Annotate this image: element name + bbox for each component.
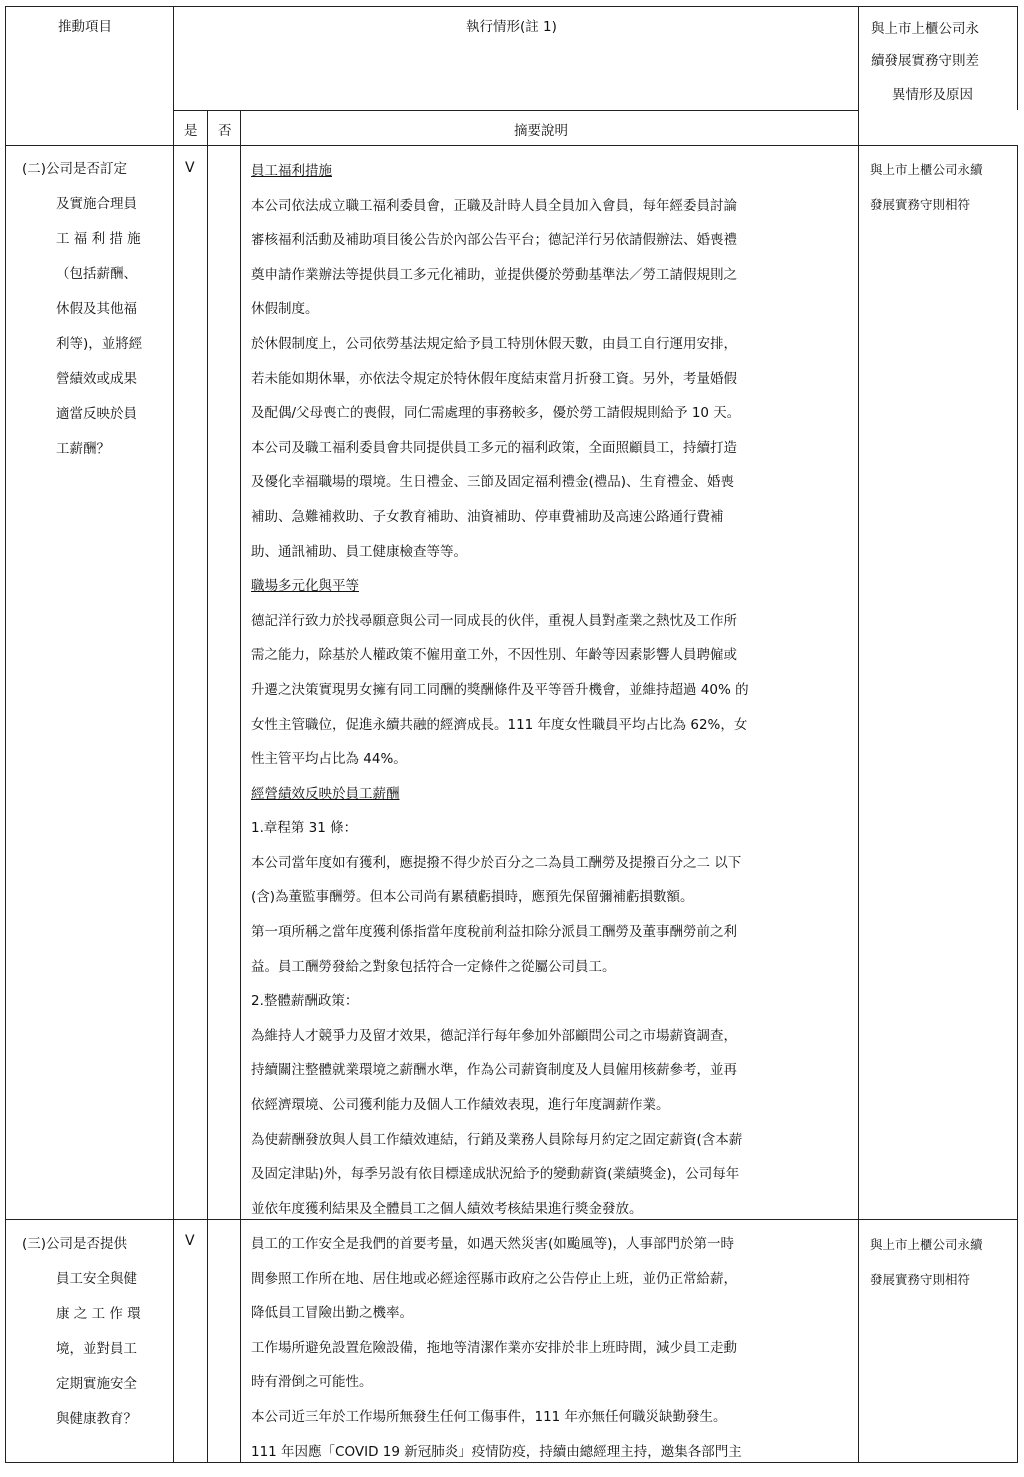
- body-line: 為使薪酬發放與人員工作績效連結，行銷及業務人員除每月約定之固定薪資(含本薪: [251, 1131, 743, 1148]
- header-bottom-border: [5, 145, 1018, 146]
- row-item-welfare: [22, 160, 167, 475]
- body-line: 休假制度。: [251, 301, 319, 318]
- col-header-item: 推動項目: [58, 19, 112, 35]
- body-line: 1.章程第 31 條：: [251, 820, 358, 837]
- section-heading: 員工福利措施: [251, 163, 332, 179]
- diff-line: 發展實務守則相符: [870, 1271, 971, 1287]
- body-line: 升遷之決策實現男女擁有同工同酬的獎酬條件及平等晉升機會，並維持超過 40% 的: [251, 681, 749, 698]
- col-header-diff-line-3: 異情形及原因: [892, 87, 973, 103]
- item-line: 境，並對員工: [56, 1341, 137, 1357]
- body-line: 並依年度獲利結果及全體員工之個人績效考核結果進行獎金發放。: [251, 1200, 643, 1217]
- body-line: 德記洋行致力於找尋願意與公司一同成長的伙伴，重視人員對產業之熱忱及工作所: [251, 612, 737, 629]
- body-line: 若未能如期休畢，亦依法令規定於特休假年度結束當月折發工資。另外，考量婚假: [251, 370, 737, 387]
- item-line: 營績效或成果: [56, 371, 137, 387]
- body-line: 2.整體薪酬政策：: [251, 993, 359, 1010]
- body-line: 本公司近三年於工作場所無發生任何工傷事件，111 年亦無任何職災缺勤發生。: [251, 1408, 727, 1425]
- body-line: 女性主管職位，促進永續共融的經濟成長。111 年度女性職員平均占比為 62%，女: [251, 716, 748, 733]
- col-divider-exec: [858, 6, 859, 1463]
- diff-line: 與上市上櫃公司永續: [870, 1237, 983, 1252]
- yes-checkmark: V: [185, 160, 195, 176]
- table-left-border: [5, 6, 6, 1463]
- body-line: (含)為董監事酬勞。但本公司尚有累積虧損時，應預先保留彌補虧損數額。: [251, 889, 694, 906]
- section-heading: 經營績效反映於員工薪酬: [251, 785, 400, 802]
- body-line: 及優化幸福職場的環境。生日禮金、三節及固定福利禮金(禮品)、生育禮金、婚喪: [251, 474, 735, 491]
- col-divider-item: [173, 6, 174, 1463]
- body-line: 降低員工冒險出勤之機率。: [251, 1305, 413, 1322]
- body-line: 及配偶/父母喪亡的喪假，同仁需處理的事務較多，優於勞工請假規則給予 10 天。: [251, 405, 741, 422]
- body-line: 審核福利活動及補助項目後公告於內部公告平台；德記洋行另依請假辦法、婚喪禮: [251, 232, 737, 249]
- col-header-exec: 執行情形(註 1): [466, 19, 557, 35]
- row-diff-safety: [870, 1236, 1015, 1305]
- item-line: 休假及其他福: [56, 301, 137, 317]
- body-line: 本公司依法成立職工福利委員會，正職及計時人員全員加入會員，每年經委員討論: [251, 197, 737, 214]
- diff-line: 與上市上櫃公司永續: [870, 162, 983, 177]
- body-line: 需之能力，除基於人權政策不僱用童工外，不因性別、年齡等因素影響人員聘僱或: [251, 647, 737, 664]
- body-line: 為維持人才競爭力及留才效果，德記洋行每年參加外部顧問公司之市場薪資調查，: [251, 1027, 737, 1044]
- body-line: 奠申請作業辦法等提供員工多元化補助，並提供優於勞動基準法／勞工請假規則之: [251, 266, 737, 283]
- row-item-safety: [22, 1235, 167, 1445]
- table-right-border-lower: [1017, 145, 1018, 1463]
- table-top-border: [5, 6, 1018, 7]
- col-header-diff-line-1: 與上市上櫃公司永: [871, 21, 979, 37]
- body-line: 工作場所避免設置危險設備，拖地等清潔作業亦安排於非上班時間，減少員工走動: [251, 1339, 737, 1356]
- body-line: 時有滑倒之可能性。: [251, 1374, 373, 1391]
- body-line: 補助、急難補救助、子女教育補助、油資補助、停車費補助及高速公路通行費補: [251, 508, 724, 525]
- col-divider-no: [240, 110, 241, 1463]
- item-line: （包括薪酬、: [56, 266, 137, 282]
- body-line: 依經濟環境、公司獲利能力及個人工作績效表現，進行年度調薪作業。: [251, 1097, 670, 1114]
- item-line: 定期實施安全: [56, 1376, 137, 1392]
- yes-checkmark: V: [185, 1233, 195, 1249]
- body-line: 及固定津貼)外，每季另設有依目標達成狀況給予的變動薪資(業績獎金)，公司每年: [251, 1166, 740, 1183]
- item-line: 康 之 工 作 環: [56, 1306, 141, 1322]
- body-line: 於休假制度上，公司依勞基法規定給予員工特別休假天數，由員工自行運用安排，: [251, 335, 737, 352]
- col-divider-yes: [207, 110, 208, 1463]
- body-line: 間參照工作所在地、居住地或必經途徑縣市政府之公告停止上班，並仍正常給薪，: [251, 1270, 737, 1287]
- item-line: 及實施合理員: [56, 196, 137, 212]
- item-line: 與健康教育？: [56, 1411, 137, 1427]
- item-line: 利等)，並將經: [56, 336, 143, 352]
- body-line: 助、通訊補助、員工健康檢查等等。: [251, 543, 467, 560]
- body-line: 111 年因應「COVID 19 新冠肺炎」疫情防疫，持續由總經理主持，邀集各部門主: [251, 1443, 742, 1460]
- item-line: 工薪酬？: [56, 441, 110, 457]
- item-line: 員工安全與健: [56, 1271, 137, 1287]
- diff-line: 發展實務守則相符: [870, 196, 971, 212]
- body-line: 益。員工酬勞發給之對象包括符合一定條件之從屬公司員工。: [251, 958, 616, 975]
- body-line: 第一項所稱之當年度獲利係指當年度稅前利益扣除分派員工酬勞及董事酬勞前之利: [251, 924, 737, 941]
- col-header-diff-line-2: 續發展實務守則差: [871, 53, 979, 69]
- item-line: (三)公司是否提供: [22, 1236, 128, 1252]
- body-line: 性主管平均占比為 44%。: [251, 751, 407, 768]
- body-line: 本公司當年度如有獲利，應提撥不得少於百分之二為員工酬勞及提撥百分之二 以下: [251, 854, 742, 871]
- item-line: (二)公司是否訂定: [22, 161, 128, 177]
- item-line: 工 福 利 措 施: [56, 231, 141, 247]
- col-header-yes: 是: [184, 123, 198, 139]
- col-header-no: 否: [218, 123, 232, 139]
- item-line: 適當反映於員: [56, 406, 137, 422]
- row-summary-welfare: [251, 162, 851, 1234]
- row-summary-safety: [251, 1235, 851, 1477]
- col-header-summary: 摘要說明: [514, 123, 568, 139]
- table-right-border: [1017, 6, 1018, 110]
- section-heading: 職場多元化與平等: [251, 578, 359, 595]
- header-divider: [173, 110, 859, 111]
- body-line: 員工的工作安全是我們的首要考量，如遇天然災害(如颱風等)，人事部門於第一時: [251, 1236, 735, 1252]
- body-line: 本公司及職工福利委員會共同提供員工多元的福利政策，全面照顧員工，持續打造: [251, 439, 737, 456]
- row-diff-welfare: [870, 161, 1015, 230]
- body-line: 持續關注整體就業環境之薪酬水準，作為公司薪資制度及人員僱用核薪參考，並再: [251, 1062, 737, 1079]
